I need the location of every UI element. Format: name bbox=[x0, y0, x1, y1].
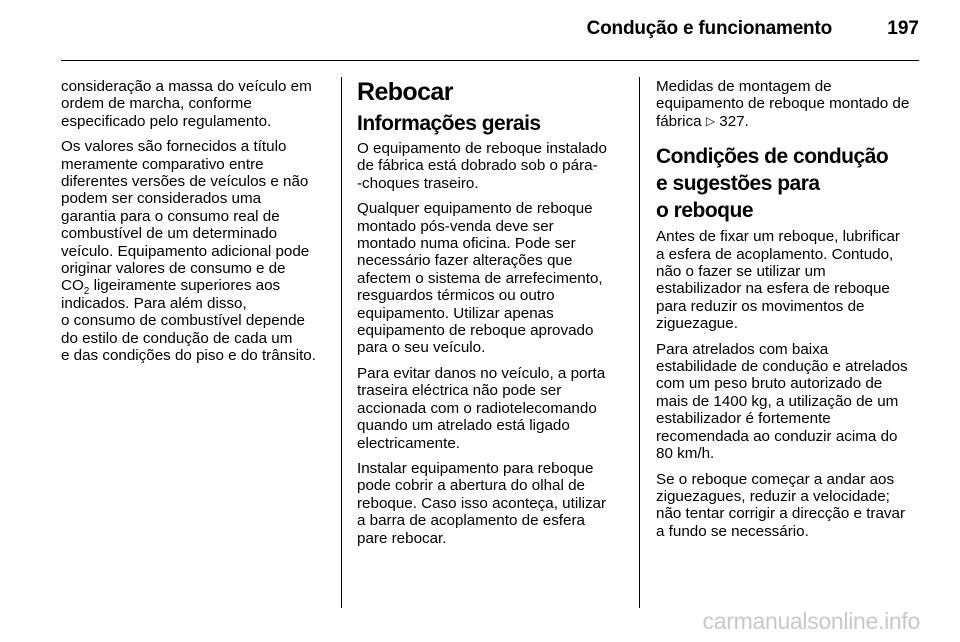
text-line: garantia para o consumo real de bbox=[61, 207, 280, 225]
col3-paragraph-1 bbox=[656, 228, 928, 332]
page-number: 197 bbox=[887, 18, 919, 39]
page-reference-link[interactable]: 327. bbox=[715, 112, 749, 130]
text-line: ziguezagues, reduzir a velocidade; bbox=[656, 487, 890, 505]
column-3 bbox=[656, 78, 928, 548]
text-line: diferentes versões de veículos e não bbox=[61, 173, 309, 191]
text-line: equipamento de reboque aprovado bbox=[357, 322, 594, 340]
text-line: não tentar corrigir a direcção e travar bbox=[656, 505, 906, 523]
text-line: para reduzir os movimentos de bbox=[656, 297, 865, 315]
text-line: estabilidade de condução e atrelados bbox=[656, 358, 908, 376]
col2-paragraph-3 bbox=[357, 365, 629, 452]
text-line: montado pós-venda deve ser bbox=[357, 217, 554, 235]
co2-prefix: CO bbox=[61, 277, 84, 295]
section-heading-rebocar: Rebocar bbox=[357, 78, 453, 106]
co2-suffix: ligeiramente superiores aos bbox=[89, 277, 281, 295]
text-line: originar valores de consumo e de bbox=[61, 260, 286, 278]
text-line: especificado pelo regulamento. bbox=[61, 112, 272, 130]
text-line: não o fazer se utilizar um bbox=[656, 263, 826, 281]
text-line: pode cobrir a abertura do olhal de bbox=[357, 477, 585, 495]
text-line: consideração a massa do veículo em bbox=[61, 78, 312, 95]
text-line: ordem de marcha, conforme bbox=[61, 95, 252, 113]
text-line: montado numa oficina. Pode ser bbox=[357, 235, 576, 253]
text-line: para o seu veículo. bbox=[357, 339, 486, 357]
text-line: Instalar equipamento para reboque bbox=[357, 459, 594, 477]
col3-paragraph-2 bbox=[656, 341, 928, 463]
col1-paragraph-2 bbox=[61, 138, 333, 364]
watermark-text: carmanualsonline.info bbox=[702, 608, 920, 634]
text-line: a barra de acoplamento de esfera bbox=[357, 512, 585, 530]
text-line: Medidas de montagem de bbox=[656, 78, 832, 95]
text-line: Qualquer equipamento de reboque bbox=[357, 200, 593, 218]
col1-paragraph-1 bbox=[61, 78, 333, 130]
col2-paragraph-1 bbox=[357, 140, 629, 192]
text-line: o consumo de combustível depende bbox=[61, 312, 306, 330]
subheading-informacoes-gerais: Informações gerais bbox=[357, 112, 541, 135]
column-divider-1 bbox=[341, 77, 342, 608]
heading-line: Condições de condução bbox=[656, 145, 889, 169]
text-line: ziguezague. bbox=[656, 315, 738, 333]
text-line: estabilizador é fortemente bbox=[656, 410, 831, 428]
text-line: com um peso bruto autorizado de bbox=[656, 375, 883, 393]
text-line: traseira eléctrica não pode ser bbox=[357, 382, 562, 400]
text-line: accionada com o radiotelecomando bbox=[357, 399, 597, 417]
text-line: Se o reboque começar a andar aos bbox=[656, 470, 895, 488]
col2-paragraph-2 bbox=[357, 200, 629, 357]
text-line: de fábrica está dobrado sob o pára- bbox=[357, 157, 598, 175]
column-2 bbox=[357, 78, 629, 555]
text-line: podem ser considerados uma bbox=[61, 190, 262, 208]
text-line: mais de 1400 kg, a utilização de um bbox=[656, 392, 899, 410]
text-line: Os valores são fornecidos a título bbox=[61, 138, 287, 156]
co2-text bbox=[61, 277, 281, 298]
text-line: afectem o sistema de arrefecimento, bbox=[357, 269, 603, 287]
text-line: resguardos térmicos ou outro bbox=[357, 287, 555, 305]
text-line: estabilizador na esfera de reboque bbox=[656, 280, 890, 298]
text-line: equipamento. Utilizar apenas bbox=[357, 304, 554, 322]
column-divider-2 bbox=[639, 77, 640, 608]
text-line: do estilo de condução de cada um bbox=[61, 329, 293, 347]
page-header-title: Condução e funcionamento bbox=[586, 18, 832, 39]
text-line: veículo. Equipamento adicional pode bbox=[61, 242, 310, 260]
text-line: Antes de fixar um reboque, lubrificar bbox=[656, 228, 900, 246]
column-1 bbox=[61, 78, 333, 373]
text-line: equipamento de reboque montado de bbox=[656, 95, 910, 113]
text-line: pare rebocar. bbox=[357, 529, 447, 547]
text-line: O equipamento de reboque instalado bbox=[357, 140, 607, 157]
text-line: fábrica bbox=[656, 112, 706, 130]
text-line: a esfera de acoplamento. Contudo, bbox=[656, 245, 894, 263]
text-line: -choques traseiro. bbox=[357, 174, 479, 192]
text-line: indicados. Para além disso, bbox=[61, 294, 247, 312]
heading-line: o reboque bbox=[656, 199, 754, 223]
col3-paragraph-intro bbox=[656, 78, 928, 131]
header-divider bbox=[61, 60, 919, 61]
text-line: Para evitar danos no veículo, a porta bbox=[357, 364, 606, 382]
text-line: electricamente. bbox=[357, 434, 460, 452]
col3-paragraph-3 bbox=[656, 471, 928, 541]
text-line: a fundo se necessário. bbox=[656, 522, 809, 540]
heading-condicoes-de-conducao bbox=[656, 143, 928, 224]
col2-paragraph-4 bbox=[357, 460, 629, 547]
text-line: necessário fazer alterações que bbox=[357, 252, 573, 270]
heading-line: e sugestões para bbox=[656, 172, 820, 196]
text-line: meramente comparativo entre bbox=[61, 155, 264, 173]
text-line: 80 km/h. bbox=[656, 445, 715, 463]
text-line: reboque. Caso isso aconteça, utilizar bbox=[357, 494, 607, 512]
page-reference-icon: ▷ bbox=[705, 113, 716, 128]
text-line: e das condições do piso e do trânsito. bbox=[61, 347, 316, 365]
text-line: combustível de um determinado bbox=[61, 225, 278, 243]
text-line: recomendada ao conduzir acima do bbox=[656, 427, 898, 445]
co2-subscript: 2 bbox=[83, 286, 90, 298]
text-line: Para atrelados com baixa bbox=[656, 340, 829, 358]
text-line: quando um atrelado está ligado bbox=[357, 417, 570, 435]
